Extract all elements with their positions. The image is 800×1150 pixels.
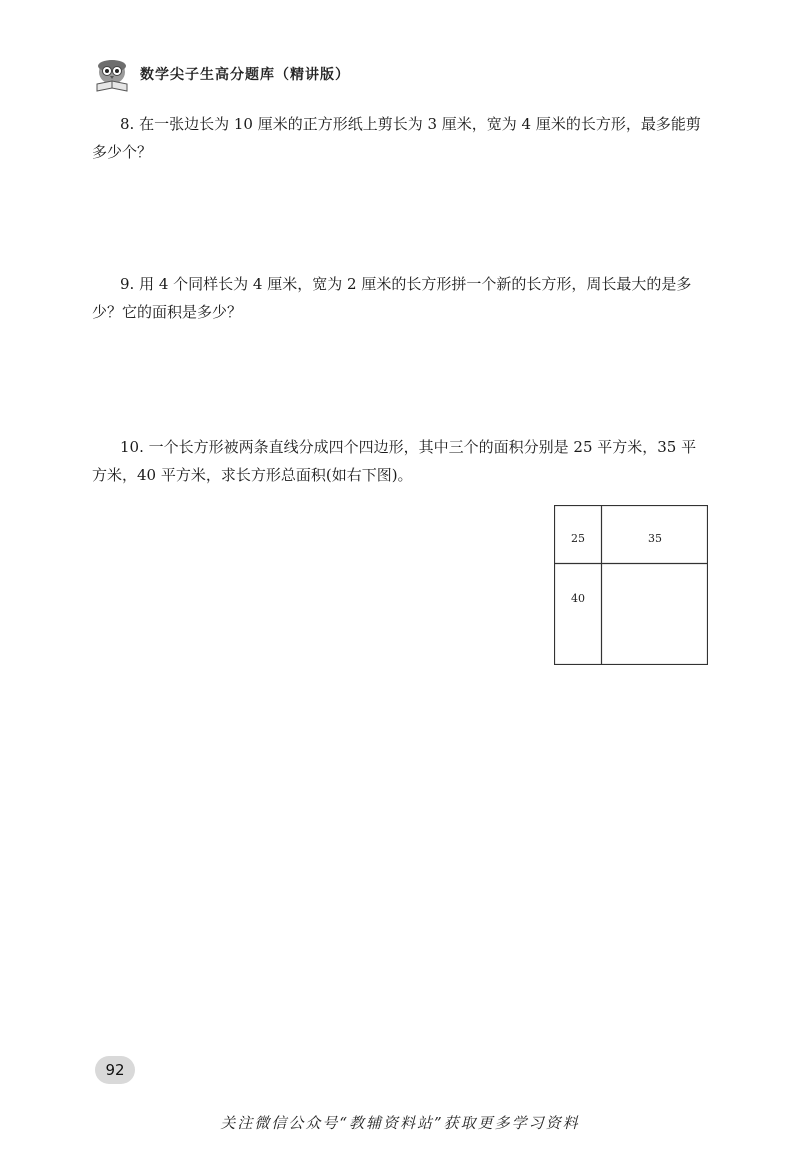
- rectangle-diagram-svg: [554, 505, 708, 665]
- area-label-bottom-left: 40: [571, 592, 585, 605]
- page-header: [92, 54, 350, 94]
- question-8: 8. 在一张边长为 10 厘米的正方形纸上剪长为 3 厘米，宽为 4 厘米的长方形，最多能剪多少个？: [92, 115, 701, 161]
- question-10: 10. 一个长方形被两条直线分成四个四边形，其中三个的面积分别是 25 平方米，35 平方米，40 平方米，求长方形总面积(如右下图)。: [92, 438, 697, 484]
- footer-notice: 关注微信公众号“教辅资料站”获取更多学习资料: [220, 1114, 580, 1132]
- rectangle-diagram: [554, 505, 708, 665]
- book-title: 数学尖子生高分题库（精讲版）: [140, 67, 350, 83]
- question-9: 9. 用 4 个同样长为 4 厘米，宽为 2 厘米的长方形拼一个新的长方形，周长最大的是多少？它的面积是多少？: [92, 275, 692, 321]
- owl-reading-book-icon: [92, 54, 132, 94]
- area-label-top-right: 35: [648, 532, 662, 545]
- outer-rectangle: [555, 506, 708, 665]
- area-label-top-left: 25: [571, 532, 585, 545]
- page-number: 92: [95, 1056, 135, 1084]
